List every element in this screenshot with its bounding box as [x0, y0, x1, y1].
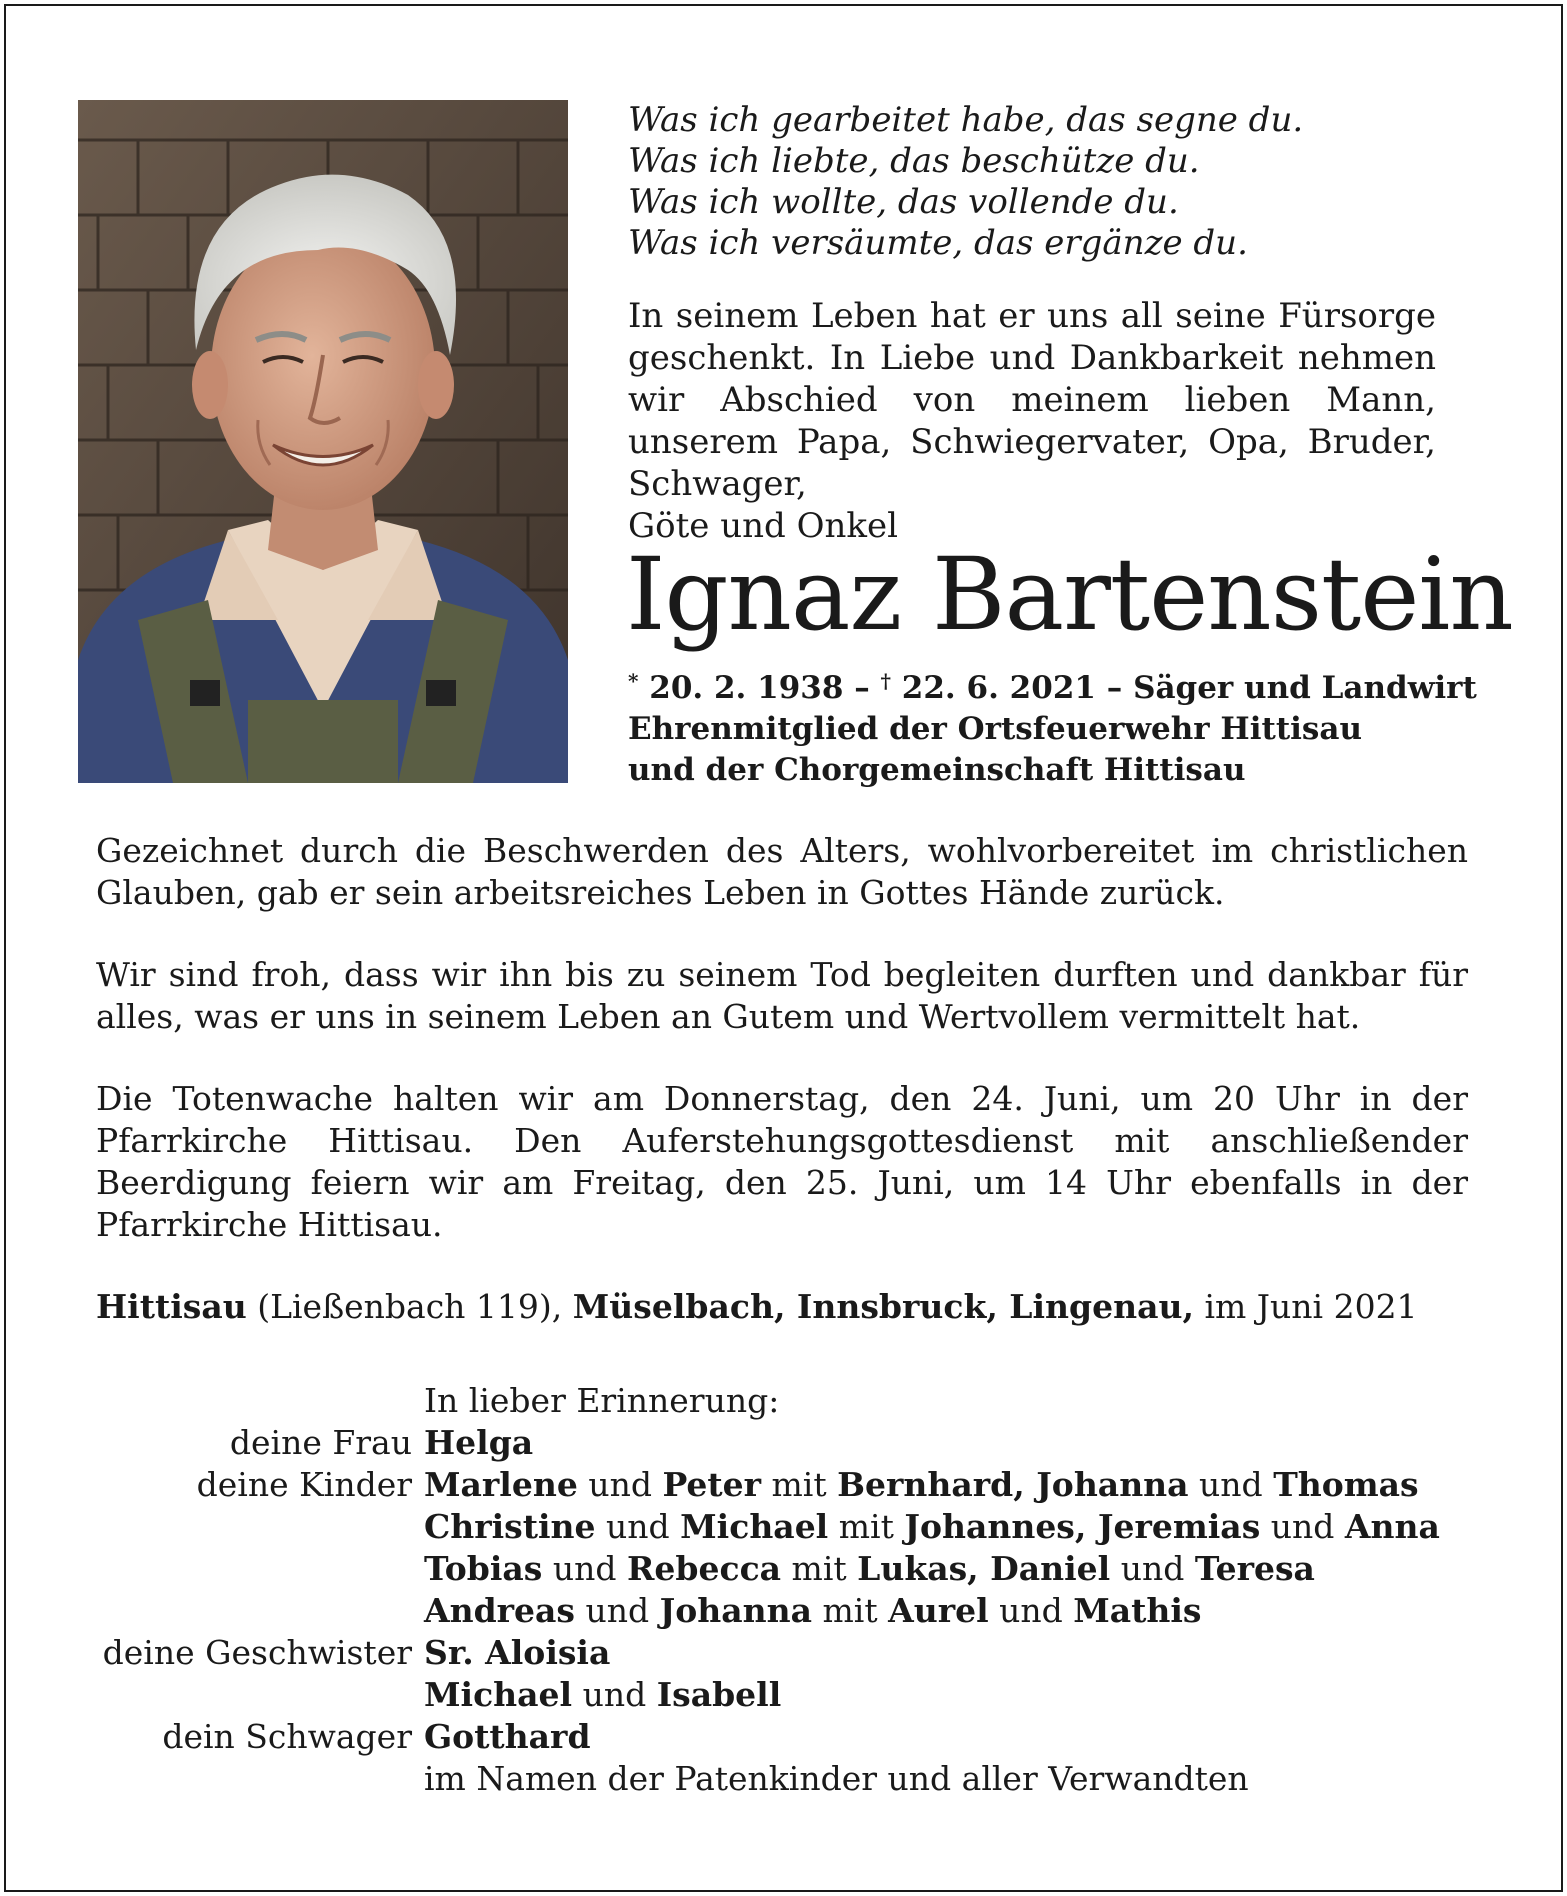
- verse-line: Was ich versäumte, das ergänze du.: [628, 223, 1248, 263]
- closing-row: [96, 1758, 1496, 1800]
- death-date: 22. 6. 2021: [901, 670, 1096, 706]
- date: im Juni 2021: [1193, 1287, 1418, 1326]
- dash: –: [1106, 670, 1123, 706]
- closing-line: im Namen der Patenkinder und aller Verwandten: [424, 1759, 1249, 1798]
- children-family: Marlene und Peter mit Bernhard, Johanna und Thomas: [424, 1465, 1419, 1504]
- mourner-label: deine Kinder: [196, 1465, 412, 1504]
- children-family: Tobias und Rebecca mit Lukas, Daniel und Teresa: [424, 1549, 1315, 1588]
- intro-text: In seinem Leben hat er uns all seine Fürsorge geschenkt. In Liebe und Dankbarkeit nehmen wir Abschied von meinem lieben Mann, unserem Papa, Schwiegervater, Opa, Bruder, Schwager,: [628, 296, 1436, 504]
- verse: [628, 100, 1508, 264]
- mourner-name: Michael: [424, 1675, 573, 1714]
- verse-line: Was ich wollte, das vollende du.: [628, 182, 1179, 222]
- deceased-name: Ignaz Bartenstein: [626, 536, 1513, 653]
- place-date-line: [96, 1286, 1468, 1328]
- mourner-row: [96, 1632, 1496, 1674]
- mourner-name: Isabell: [656, 1675, 782, 1714]
- place-main: Hittisau: [96, 1287, 247, 1326]
- dash: –: [854, 670, 870, 706]
- mourners-list: [96, 1380, 1496, 1800]
- paragraph: Wir sind froh, dass wir ihn bis zu seinem Tod begleiten durften und dankbar für alles, was er uns in seinem Leben an Gutem und Wertvollem vermittelt hat.: [96, 955, 1468, 1036]
- birth-date: 20. 2. 1938: [649, 670, 844, 706]
- life-details: [628, 668, 1488, 791]
- address: (Ließenbach 119),: [246, 1287, 573, 1326]
- honorary-membership: Ehrenmitglied der Ortsfeuerwehr Hittisau: [628, 711, 1362, 747]
- mourner-row: [96, 1716, 1496, 1758]
- mourner-name: Gotthard: [424, 1717, 591, 1756]
- remembrance-row: [96, 1380, 1496, 1422]
- death-mark: †: [880, 669, 891, 693]
- paragraph: Gezeichnet durch die Beschwerden des Alters, wohlvorbereitet im christlichen Glauben, gab er sein arbeitsreiches Leben in Gottes Hände zurück.: [96, 831, 1468, 912]
- mourner-row: Michael und Isabell: [424, 1675, 782, 1714]
- mourner-name: Sr. Aloisia: [424, 1633, 611, 1672]
- children-family: Andreas und Johanna mit Aurel und Mathis: [424, 1591, 1202, 1630]
- mourner-row: [96, 1464, 1496, 1506]
- mourner-label: dein Schwager: [162, 1717, 412, 1756]
- birth-mark: *: [628, 669, 639, 693]
- children-family: Christine und Michael mit Johannes, Jeremias und Anna: [424, 1507, 1440, 1546]
- mourner-row: [96, 1422, 1496, 1464]
- mourner-row: [96, 1506, 1496, 1548]
- remembrance-heading: In lieber Erinnerung:: [424, 1381, 780, 1420]
- intro-paragraph: [628, 295, 1436, 547]
- mourner-label: deine Geschwister: [102, 1633, 412, 1672]
- mourner-row: [96, 1590, 1496, 1632]
- mourner-label: deine Frau: [229, 1423, 412, 1462]
- paragraph: Die Totenwache halten wir am Donnerstag, den 24. Juni, um 20 Uhr in der Pfarrkirche Hittisau. Den Auferstehungsgottesdienst mit anschließender Beerdigung feiern wir am Freitag, den 25. Juni, um 14 Uhr ebenfalls in der Pfarrkirche Hittisau.: [96, 1079, 1468, 1244]
- mourner-row: [96, 1548, 1496, 1590]
- mourner-name: Helga: [424, 1423, 534, 1462]
- verse-line: Was ich gearbeitet habe, das segne du.: [628, 100, 1304, 140]
- body-text: [96, 830, 1468, 1368]
- honorary-membership-2: und der Chorgemeinschaft Hittisau: [628, 752, 1246, 788]
- verse-line: Was ich liebte, das beschütze du.: [628, 141, 1200, 181]
- places-other: Müselbach, Innsbruck, Lingenau,: [572, 1287, 1194, 1326]
- life-dates-line: [628, 668, 1488, 709]
- intro-last-line: Göte und Onkel: [628, 506, 898, 546]
- portrait-illustration: [78, 100, 568, 783]
- portrait-photo: [78, 100, 568, 783]
- profession: Säger und Landwirt: [1133, 670, 1477, 706]
